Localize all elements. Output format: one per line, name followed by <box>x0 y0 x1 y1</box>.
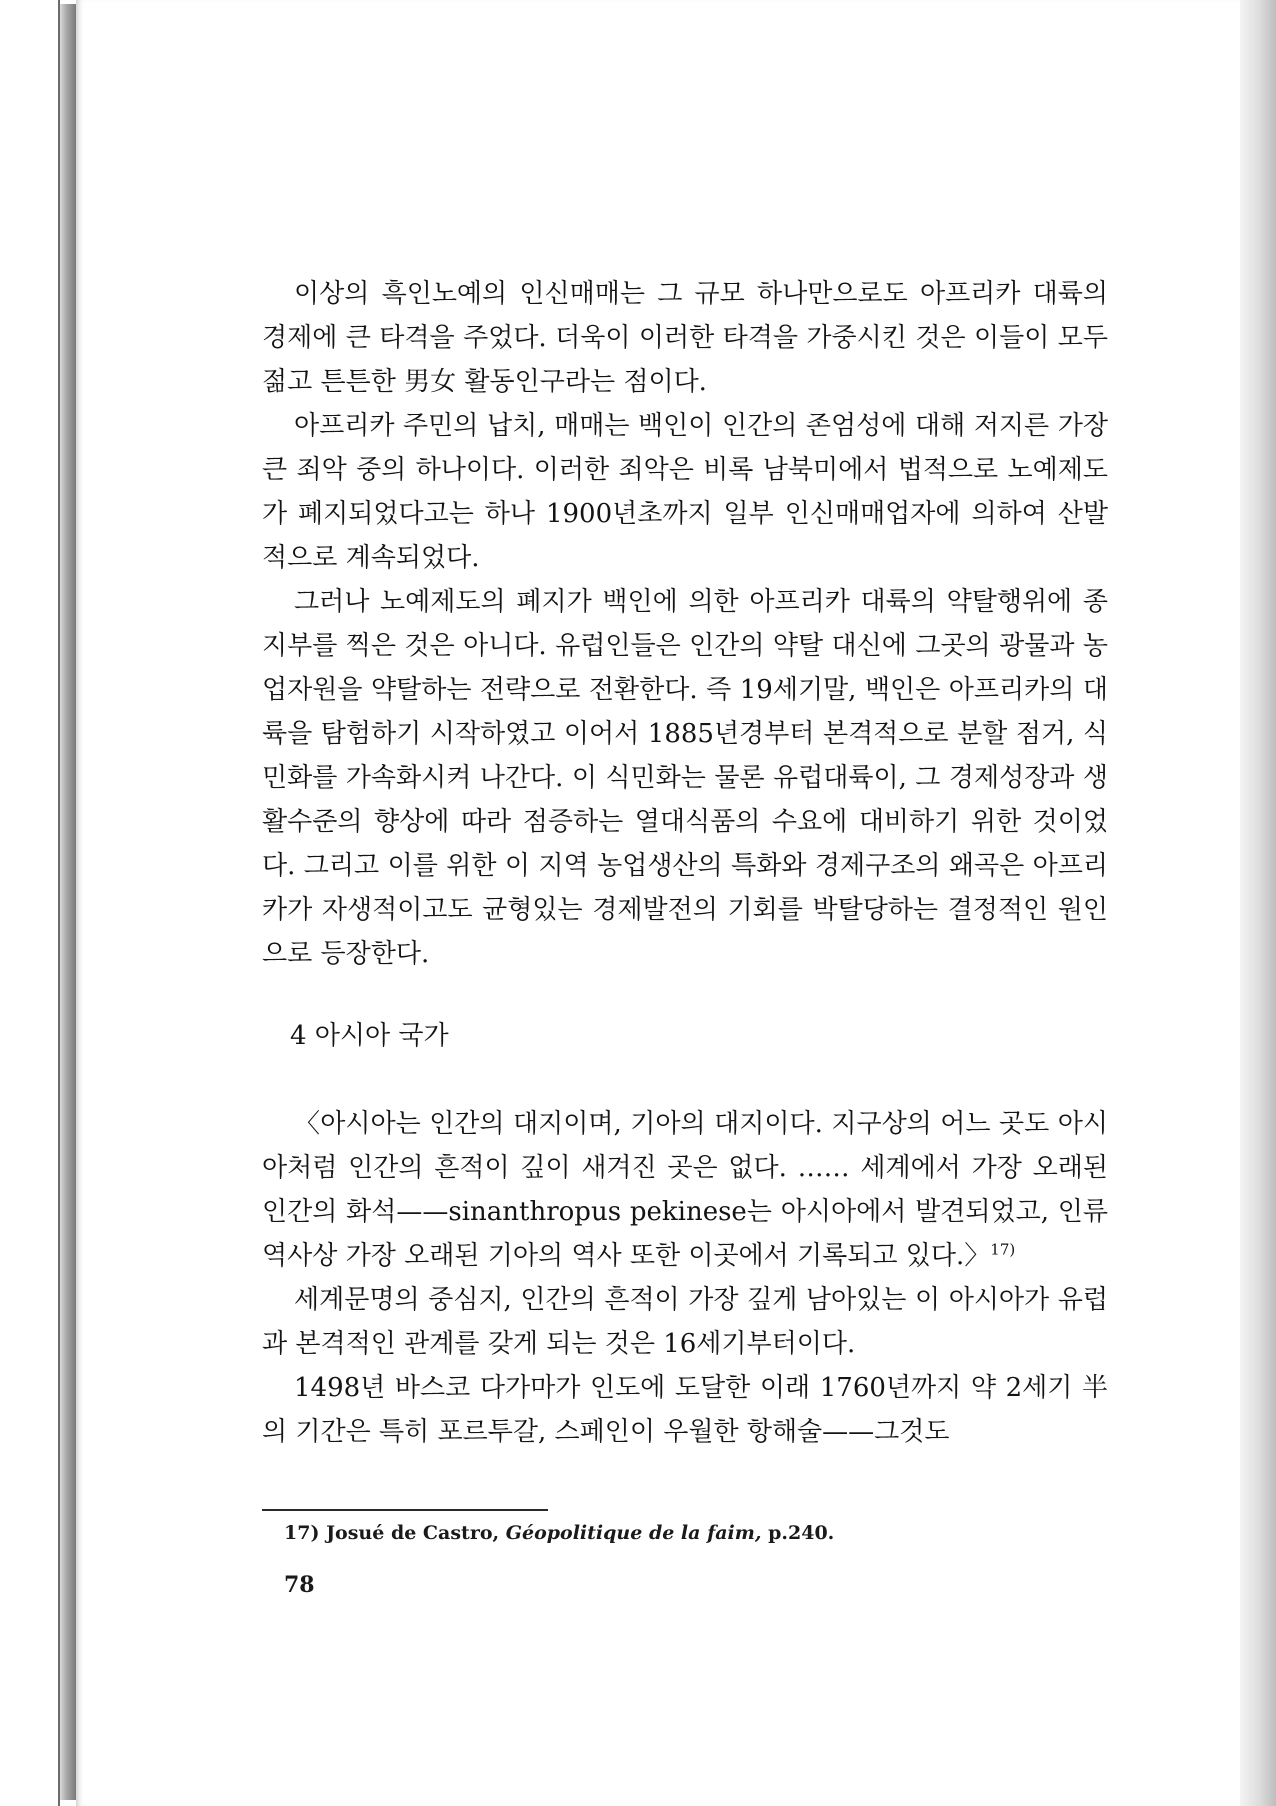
right-page-edge <box>1240 0 1276 1806</box>
footnote-rule <box>262 1509 548 1511</box>
paragraph-3: 그러나 노예제도의 폐지가 백인에 의한 아프리카 대륙의 약탈행위에 종지부를 찍은 것은 아니다. 유럽인들은 인간의 약탈 대신에 그곳의 광물과 농업자원을 약탈하는 전략으로 전환한다. 즉 19세기말, 백인은 아프리카의 대륙을 탐험하기 시작하였고 이어서 1885년경부터 본격적으로 분할 점거, 식민화를 가속화시켜 나간다. 이 식민화는 물론 유럽대륙이, 그 경제성장과 생활수준의 향상에 따라 점증하는 열대식품의 수요에 대비하기 위한 것이었다. 그리고 이를 위한 이 지역 농업생산의 특화와 경제구조의 왜곡은 아프리카가 자생적이고도 균형있는 경제발전의 기회를 박탈당하는 결정적인 원인으로 등장한다. <box>262 587 1108 969</box>
footnote-reference: 17) <box>990 1240 1016 1259</box>
footnote-number: 17) <box>284 1522 320 1544</box>
paragraph-4: 세계문명의 중심지, 인간의 흔적이 가장 깊게 남아있는 이 아시아가 유럽과 본격적인 관계를 갖게 되는 것은 16세기부터이다. <box>262 1285 1108 1359</box>
paragraph-5: 1498년 바스코 다가마가 인도에 도달한 이래 1760년까지 약 2세기 半의 기간은 특히 포르투갈, 스페인이 우월한 항해술——그것도 <box>262 1373 1108 1447</box>
left-page-edge <box>60 4 76 1800</box>
paragraph-2: 아프리카 주민의 납치, 매매는 백인이 인간의 존엄성에 대해 저지른 가장 큰 죄악 중의 하나이다. 이러한 죄악은 비록 남북미에서 법적으로 노예제도가 폐지되었다고는 하나 1900년초까지 일부 인신매매업자에 의하여 산발적으로 계속되었다. <box>262 411 1108 573</box>
footnote-page: p.240. <box>768 1522 835 1544</box>
paragraph-1: 이상의 흑인노예의 인신매매는 그 규모 하나만으로도 아프리카 대륙의 경제에 큰 타격을 주었다. 더욱이 이러한 타격을 가중시킨 것은 이들이 모두 젊고 튼튼한 男女 활동인구라는 점이다. <box>262 279 1108 397</box>
footnote-title: Géopolitique de la faim, <box>505 1522 762 1544</box>
body-text <box>262 272 1108 1454</box>
quote-paragraph <box>262 1102 1108 1278</box>
quote-text: 〈아시아는 인간의 대지이며, 기아의 대지이다. 지구상의 어느 곳도 아시아처럼 인간의 흔적이 깊이 새겨진 곳은 없다. …… 세계에서 가장 오래된 인간의 화석——sinanthropus pekinese는 아시아에서 발견되었고, 인류역사상 가장 오래된 기아의 역사 또한 이곳에서 기록되고 있다.〉 <box>262 1109 1108 1271</box>
footnote <box>284 1518 1104 1548</box>
footnote-author: Josué de Castro, <box>326 1522 500 1544</box>
section-heading: 4 아시아 국가 <box>290 1021 449 1051</box>
page-number: 78 <box>284 1572 315 1598</box>
